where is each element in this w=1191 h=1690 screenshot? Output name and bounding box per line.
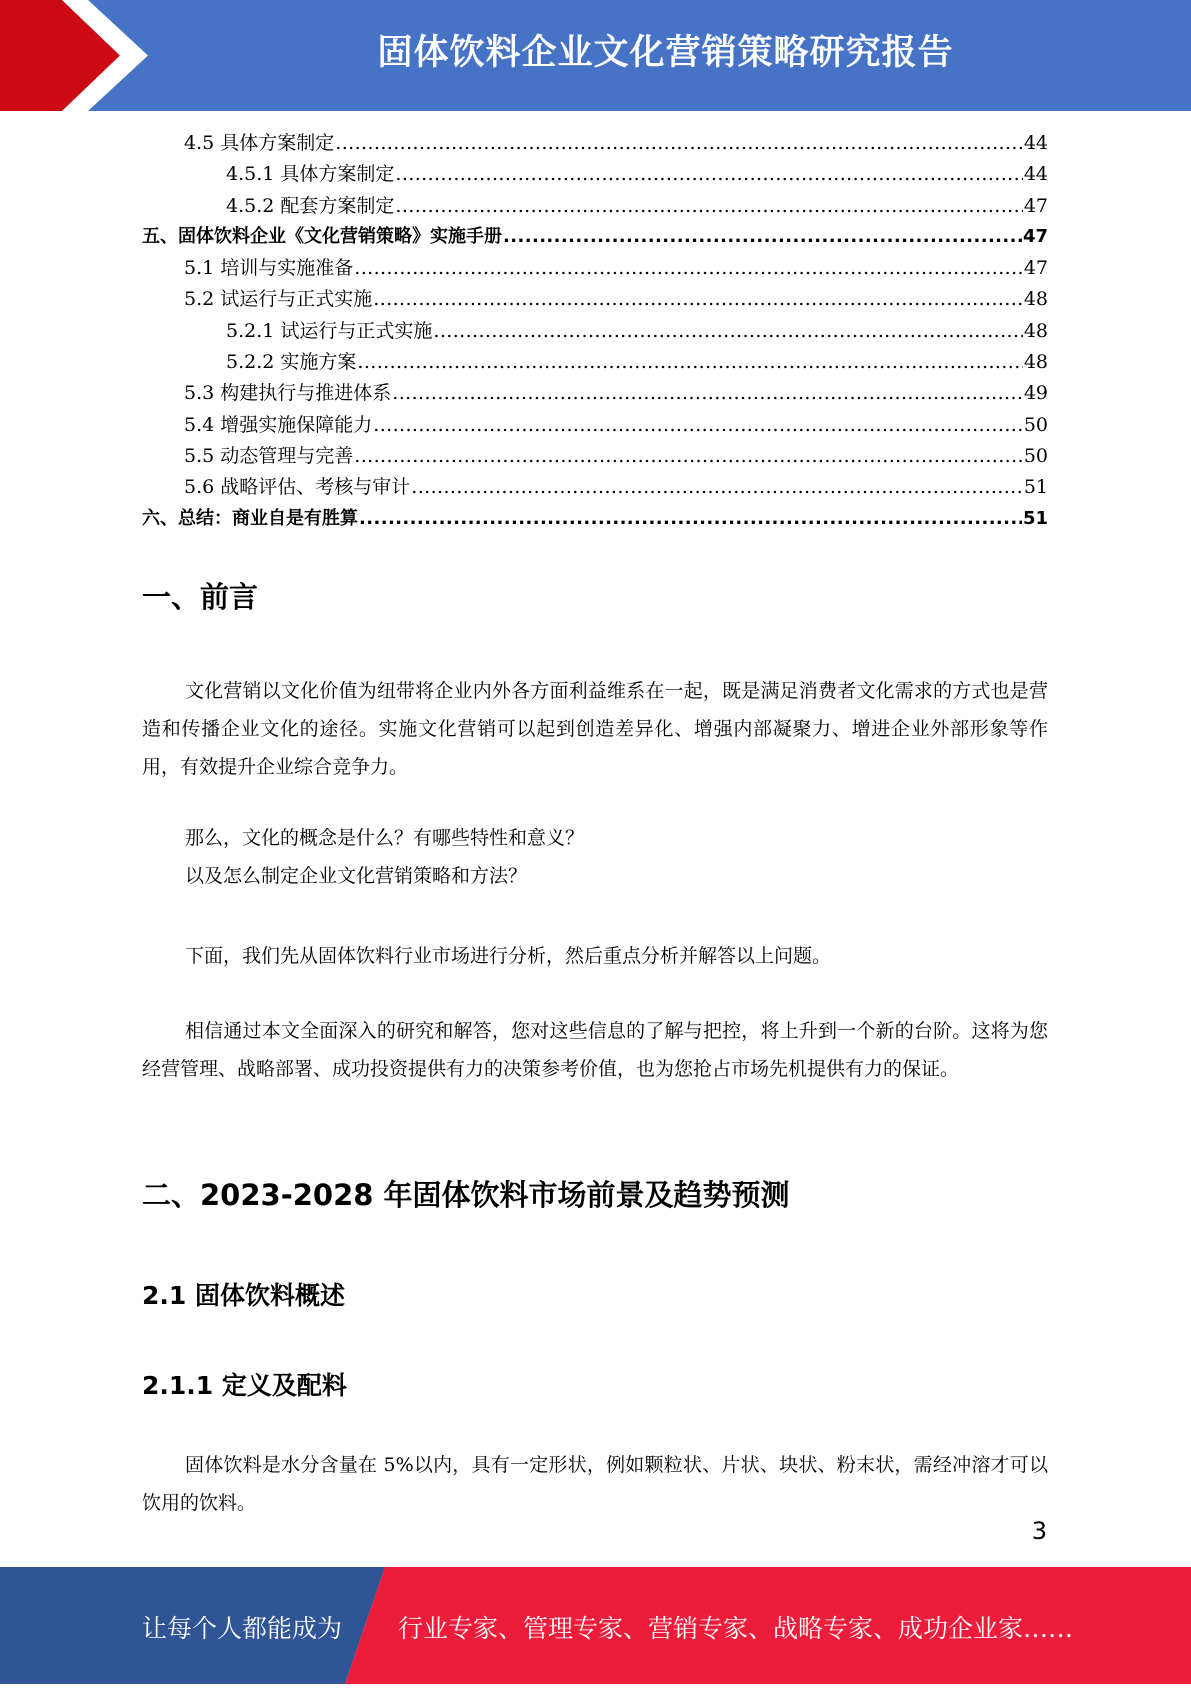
toc-entry[interactable] xyxy=(142,284,1048,315)
toc-dot-leader xyxy=(354,445,1023,467)
toc-entry[interactable] xyxy=(142,128,1048,159)
toc-entry[interactable] xyxy=(142,378,1048,409)
toc-dot-leader xyxy=(503,226,1022,247)
toc-entry-label: 5.6 战略评估、考核与审计 xyxy=(184,476,411,499)
toc-entry[interactable] xyxy=(142,410,1048,441)
footer-slogan-left: 让每个人都能成为 xyxy=(142,1614,343,1643)
toc-entry[interactable] xyxy=(142,159,1048,190)
toc-entry-page: 44 xyxy=(1023,163,1048,186)
toc-dot-leader xyxy=(335,132,1023,154)
toc-entry-label: 5.2 试运行与正式实施 xyxy=(184,288,373,311)
footer-banner xyxy=(0,1567,1191,1684)
toc-dot-leader xyxy=(357,351,1022,373)
toc-entry[interactable] xyxy=(142,191,1048,222)
toc-entry-page: 50 xyxy=(1023,413,1048,436)
heading-2-1: 2.1 固体饮料概述 xyxy=(142,1281,345,1310)
toc-dot-leader xyxy=(433,320,1022,342)
toc-entry-label: 4.5.2 配套方案制定 xyxy=(226,194,395,217)
toc-entry-page: 44 xyxy=(1023,132,1048,154)
toc-entry[interactable] xyxy=(142,441,1048,472)
toc-dot-leader xyxy=(392,382,1023,404)
toc-entry-page: 51 xyxy=(1022,507,1048,529)
toc-entry-label: 五、固体饮料企业《文化营销策略》实施手册 xyxy=(142,225,502,247)
toc-entry-label: 5.2.1 试运行与正式实施 xyxy=(226,319,433,342)
toc-entry-page: 48 xyxy=(1023,319,1048,342)
toc-entry-page: 51 xyxy=(1023,476,1048,499)
toc-dot-leader xyxy=(373,288,1023,310)
toc-entry-page: 47 xyxy=(1023,257,1048,280)
toc-entry-label: 5.2.2 实施方案 xyxy=(226,351,357,374)
toc-dot-leader xyxy=(373,414,1023,436)
toc-entry-page: 48 xyxy=(1023,351,1048,374)
footer-slogan-right: 行业专家、管理专家、营销专家、战略专家、成功企业家…… xyxy=(398,1614,1074,1643)
toc-entry-label: 5.5 动态管理与完善 xyxy=(184,444,354,467)
toc-entry[interactable] xyxy=(142,472,1048,503)
toc-entry-page: 50 xyxy=(1023,444,1048,467)
header-banner xyxy=(0,0,1191,111)
toc-dot-leader xyxy=(359,508,1022,529)
red-chevron-logo xyxy=(0,0,150,111)
toc-entry-label: 4.5 具体方案制定 xyxy=(184,132,335,154)
toc-entry-label: 4.5.1 具体方案制定 xyxy=(226,163,395,186)
paragraph-next: 下面，我们先从固体饮料行业市场进行分析，然后重点分析并解答以上问题。 xyxy=(185,945,832,967)
question-line-2: 以及怎么制定企业文化营销策略和方法？ xyxy=(185,865,528,887)
toc-entry-page: 49 xyxy=(1023,382,1048,405)
question-line-1: 那么，文化的概念是什么？有哪些特性和意义？ xyxy=(185,827,585,849)
paragraph-value: 相信通过本文全面深入的研究和解答，您对这些信息的了解与把控，将上升到一个新的台阶。这将为您经营管理、战略部署、成功投资提供有力的决策参考价值，也为您抢占市场先机提供有力的保证。 xyxy=(142,1020,1048,1080)
toc-entry-label: 5.4 增强实施保障能力 xyxy=(184,413,373,436)
toc-entry[interactable] xyxy=(142,316,1048,347)
toc-entry-label: 5.3 构建执行与推进体系 xyxy=(184,382,392,405)
toc-dot-leader xyxy=(354,257,1023,279)
heading-2-1-1: 2.1.1 定义及配料 xyxy=(142,1371,347,1400)
table-of-contents xyxy=(142,128,1048,535)
toc-entry-page: 47 xyxy=(1023,194,1048,217)
heading-preface: 一、前言 xyxy=(142,580,259,614)
paragraph-intro: 文化营销以文化价值为纽带将企业内外各方面利益维系在一起，既是满足消费者文化需求的方式也是营造和传播企业文化的途径。实施文化营销可以起到创造差异化、增强内部凝聚力、增进企业外部形象等作用，有效提升企业综合竞争力。 xyxy=(142,680,1048,778)
toc-dot-leader xyxy=(395,195,1022,217)
toc-dot-leader xyxy=(411,476,1023,498)
toc-entry-label: 5.1 培训与实施准备 xyxy=(184,257,354,280)
toc-entry[interactable] xyxy=(142,222,1048,253)
toc-entry[interactable] xyxy=(142,253,1048,284)
toc-entry-label: 六、总结：商业自是有胜算 xyxy=(142,507,358,529)
toc-entry[interactable] xyxy=(142,347,1048,378)
page-number: 3 xyxy=(1031,1517,1047,1545)
report-title: 固体饮料企业文化营销策略研究报告 xyxy=(377,33,954,73)
paragraph-definition: 固体饮料是水分含量在 5%以内，具有一定形状，例如颗粒状、片状、块状、粉末状，需经冲溶才可以饮用的饮料。 xyxy=(142,1454,1048,1514)
toc-entry[interactable] xyxy=(142,504,1048,535)
toc-entry-page: 47 xyxy=(1022,225,1048,247)
toc-dot-leader xyxy=(395,163,1022,185)
toc-entry-page: 48 xyxy=(1023,288,1048,311)
heading-section-2: 二、2023-2028 年固体饮料市场前景及趋势预测 xyxy=(142,1178,790,1212)
